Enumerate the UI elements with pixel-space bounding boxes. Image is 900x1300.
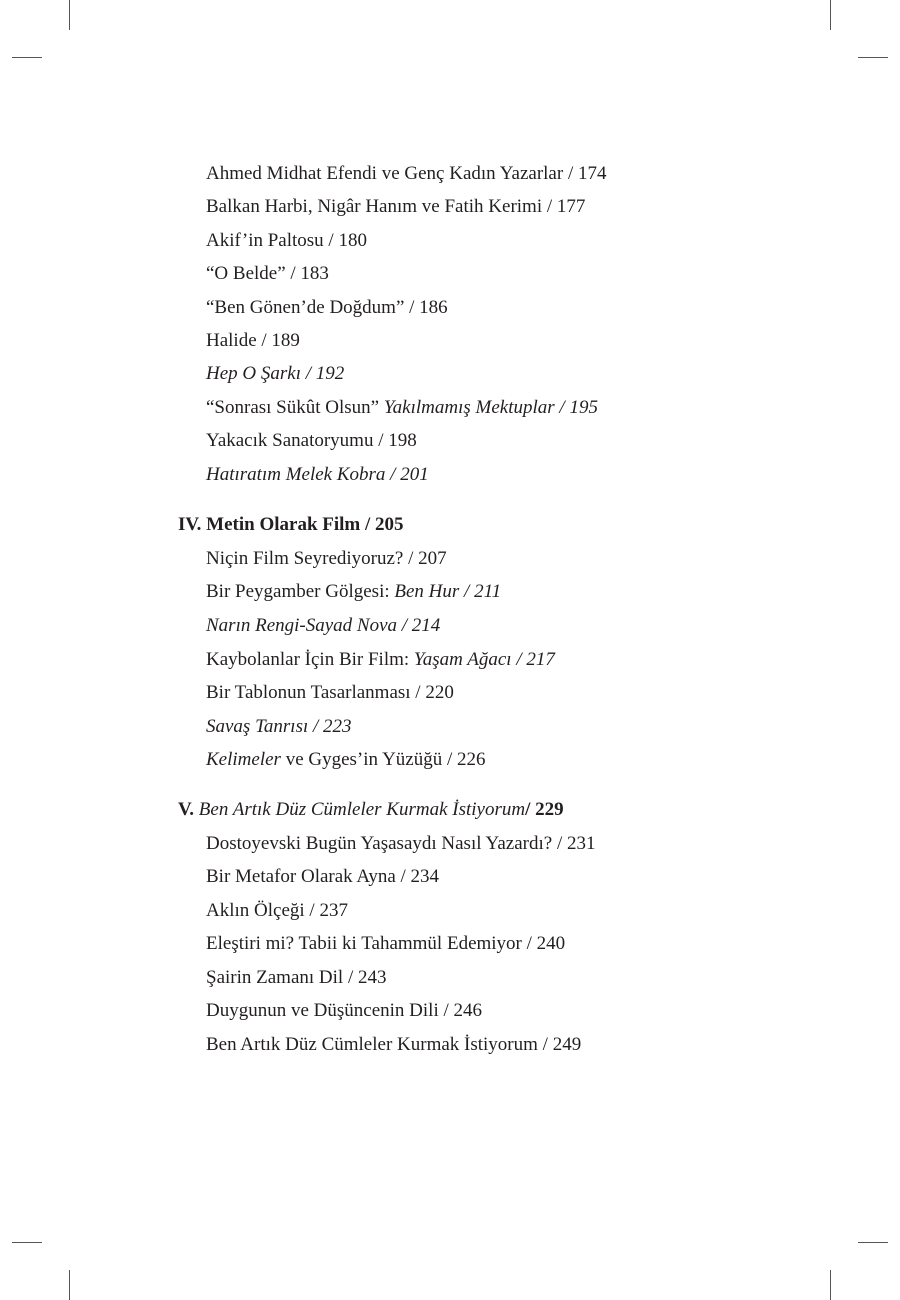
crop-mark xyxy=(830,1270,831,1300)
toc-entry: Kaybolanlar İçin Bir Film: Yaşam Ağacı / 217 xyxy=(206,649,555,670)
crop-mark xyxy=(858,57,888,58)
toc-entry: Ahmed Midhat Efendi ve Genç Kadın Yazarlar / 174 xyxy=(206,163,607,184)
toc-entry: Hatıratım Melek Kobra / 201 xyxy=(206,464,429,485)
crop-mark xyxy=(69,1270,70,1300)
toc-entry: Halide / 189 xyxy=(206,330,300,351)
toc-entry: Duygunun ve Düşüncenin Dili / 246 xyxy=(206,1000,483,1021)
toc-entry: Kelimeler ve Gyges’in Yüzüğü / 226 xyxy=(206,749,486,770)
toc-entry: Niçin Film Seyrediyoruz? / 207 xyxy=(206,548,447,569)
toc-entry: Narın Rengi-Sayad Nova / 214 xyxy=(206,615,441,636)
crop-mark xyxy=(12,57,42,58)
section-heading: V. Ben Artık Düz Cümleler Kurmak İstiyorum/ 229 xyxy=(178,799,564,820)
toc-entry: Şairin Zamanı Dil / 243 xyxy=(206,967,387,988)
toc-entry: Eleştiri mi? Tabii ki Tahammül Edemiyor / 240 xyxy=(206,933,566,954)
toc-entry: Bir Metafor Olarak Ayna / 234 xyxy=(206,866,440,887)
crop-mark xyxy=(830,0,831,30)
toc-entry: Hep O Şarkı / 192 xyxy=(206,363,345,384)
crop-mark xyxy=(858,1242,888,1243)
toc-entry: Bir Peygamber Gölgesi: Ben Hur / 211 xyxy=(206,581,502,602)
section-heading: IV. Metin Olarak Film / 205 xyxy=(178,514,404,535)
crop-mark xyxy=(69,0,70,30)
toc-entry: “Ben Gönen’de Doğdum” / 186 xyxy=(206,297,448,318)
toc-entry: Bir Tablonun Tasarlanması / 220 xyxy=(206,682,454,703)
toc-entry: Akif’in Paltosu / 180 xyxy=(206,230,367,251)
toc-entry: Aklın Ölçeği / 237 xyxy=(206,900,348,921)
toc-entry: Balkan Harbi, Nigâr Hanım ve Fatih Kerimi / 177 xyxy=(206,196,586,217)
toc-entry: Yakacık Sanatoryumu / 198 xyxy=(206,430,417,451)
toc-entry: Ben Artık Düz Cümleler Kurmak İstiyorum / 249 xyxy=(206,1034,582,1055)
toc-entry: Savaş Tanrısı / 223 xyxy=(206,716,352,737)
toc-entry: “Sonrası Sükût Olsun” Yakılmamış Mektuplar / 195 xyxy=(206,397,598,418)
toc-entry: “O Belde” / 183 xyxy=(206,263,329,284)
toc-entry: Dostoyevski Bugün Yaşasaydı Nasıl Yazardı? / 231 xyxy=(206,833,596,854)
crop-mark xyxy=(12,1242,42,1243)
